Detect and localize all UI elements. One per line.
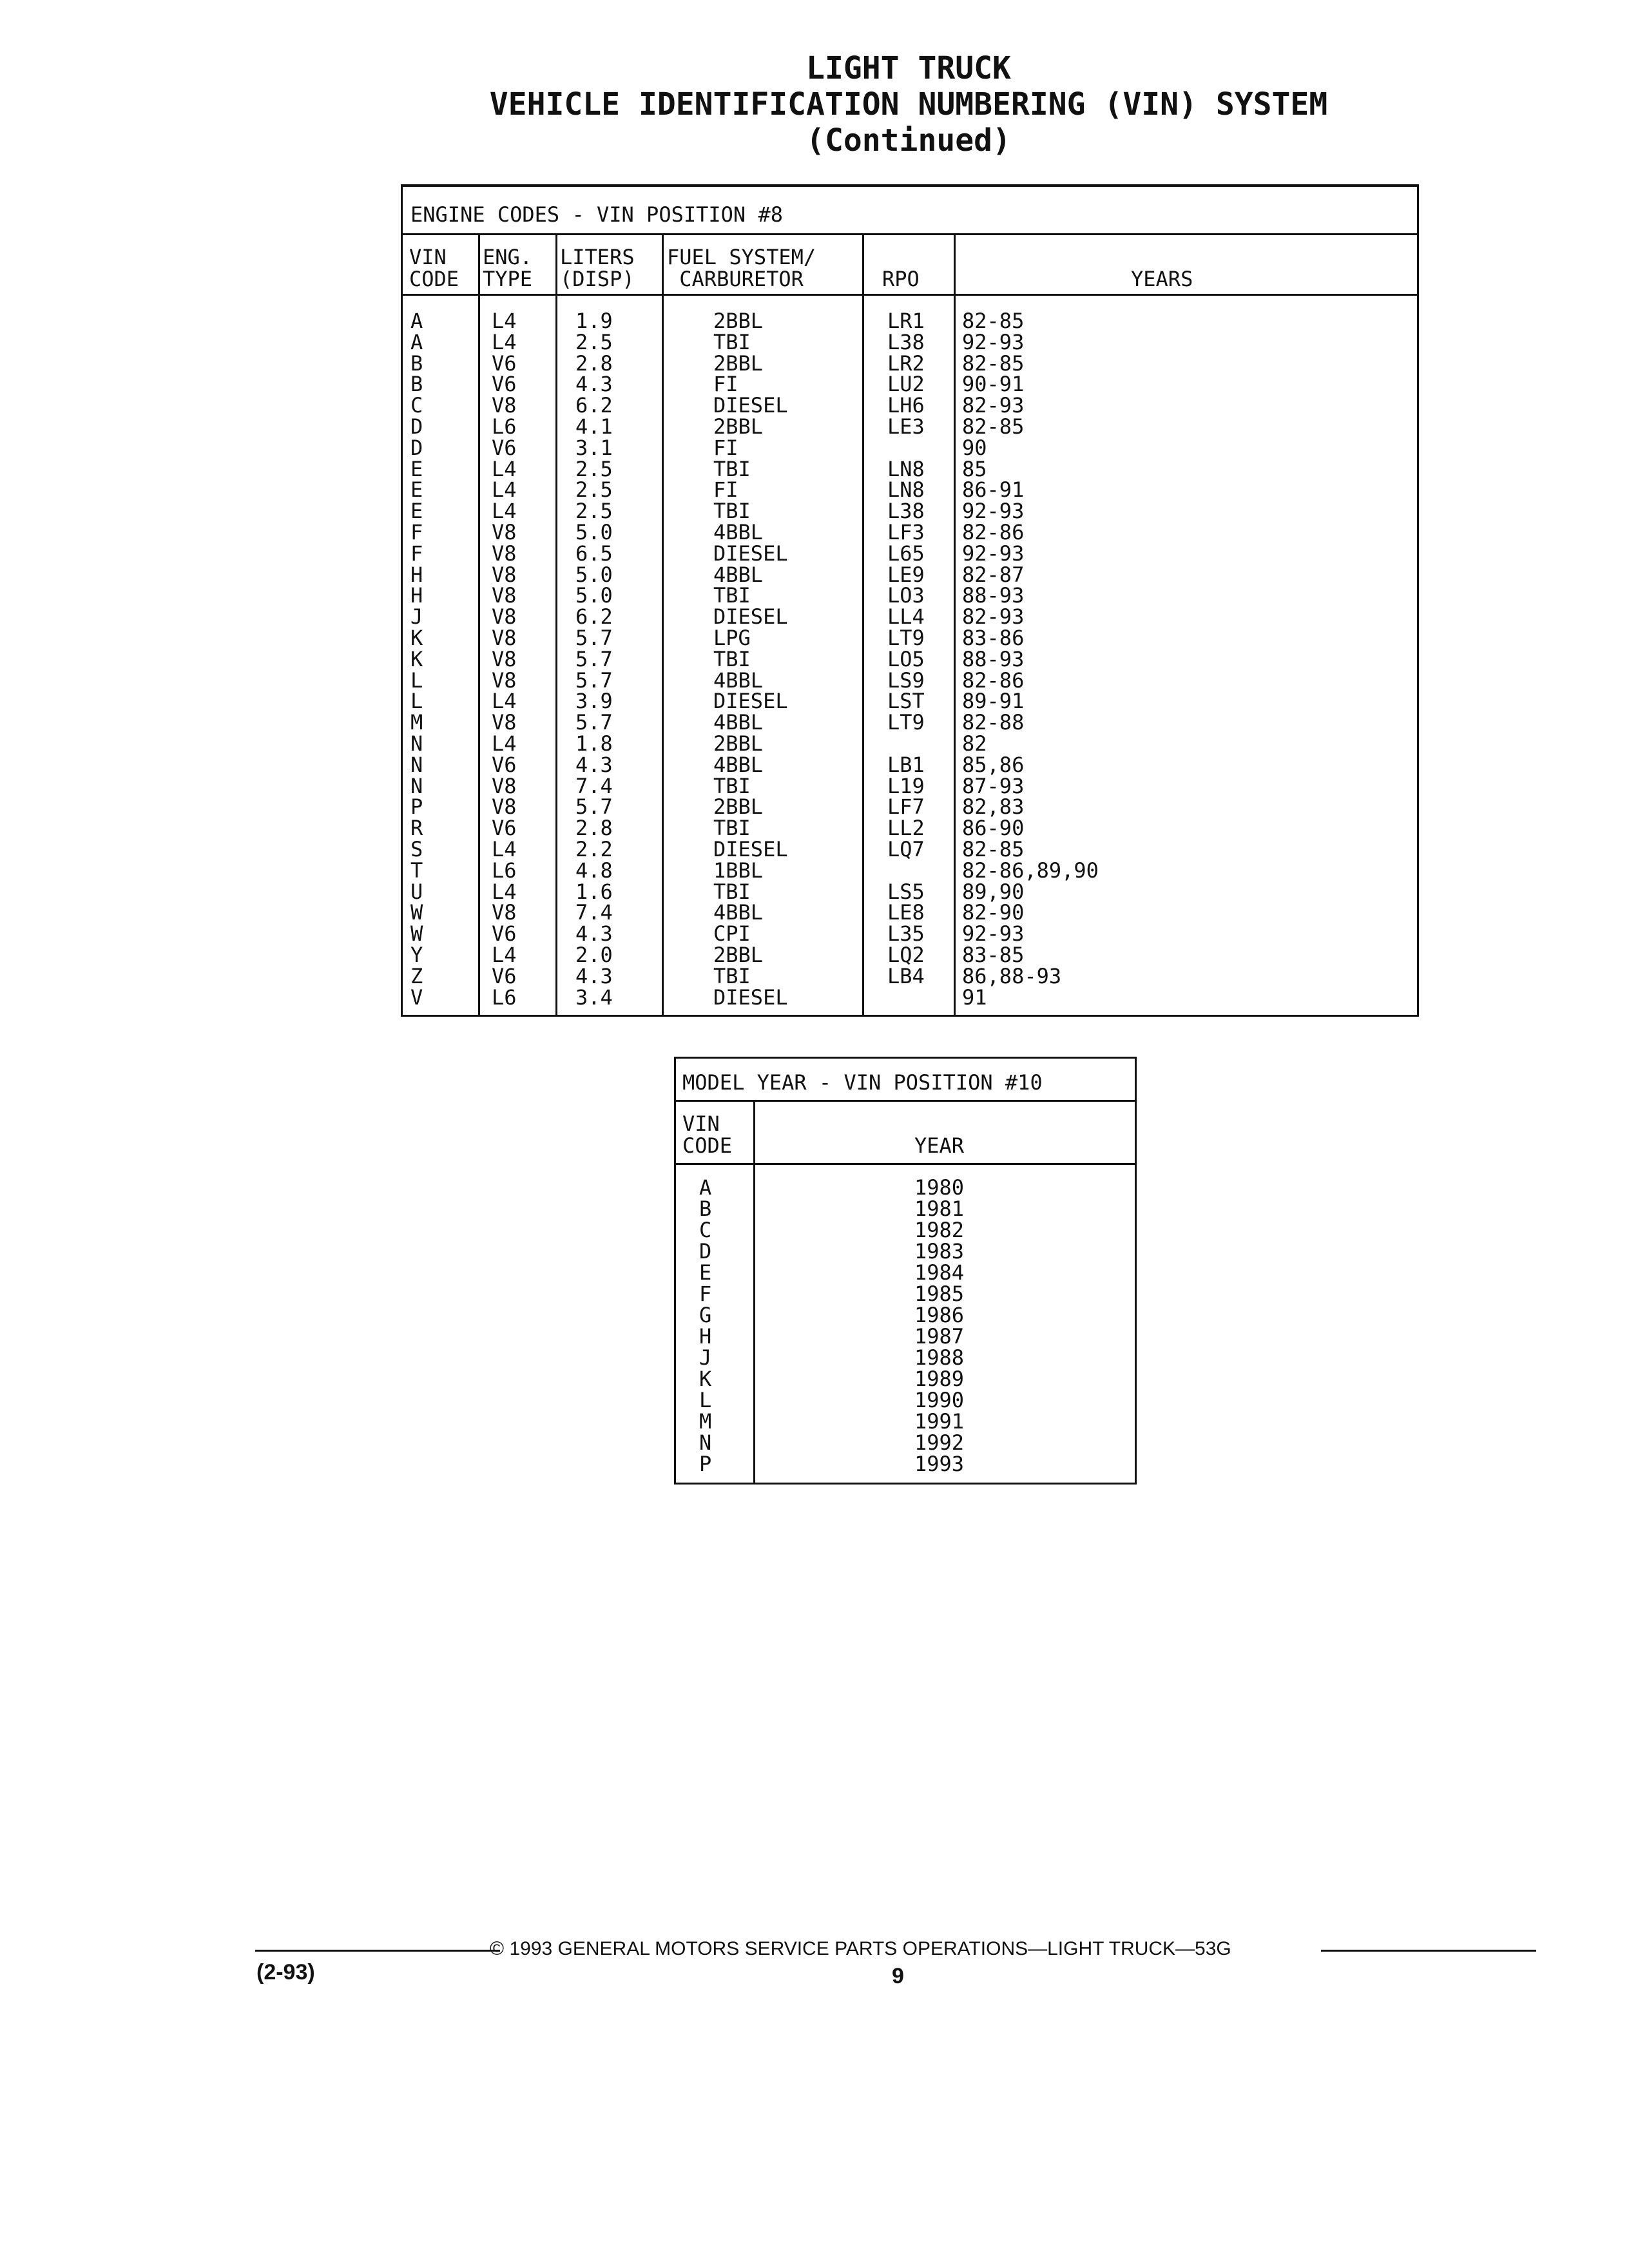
cell-vin-code: U [410,879,423,904]
cell-year: 1984 [914,1260,965,1285]
cell-vin-code: D [410,435,423,460]
cell-vin-code: T [410,858,423,883]
cell-rpo: L38 [887,329,925,354]
cell-year: 1990 [914,1388,965,1412]
cell-eng-type: L4 [492,309,517,333]
cell-eng-type: V8 [492,541,517,566]
cell-vin-code: L [410,689,423,714]
cell-eng-type: V8 [492,646,517,671]
cell-years: 85,86 [962,752,1025,777]
cell-fuel-system: 2BBL [713,351,764,376]
cell-vin-code: B [410,372,423,397]
cell-years: 90-91 [962,372,1025,397]
cell-fuel-system: TBI [713,329,751,354]
cell-liters: 6.2 [575,393,613,418]
cell-vin-code: Z [410,963,423,988]
cell-eng-type: L4 [492,499,517,524]
cell-liters: 5.7 [575,646,613,671]
cell-vin-code: H [699,1324,712,1349]
cell-years: 82-85 [962,836,1025,861]
cell-eng-type: V8 [492,583,517,608]
cell-rpo: LF3 [887,519,925,544]
cell-liters: 2.5 [575,499,613,524]
cell-eng-type: L6 [492,414,517,439]
cell-year: 1987 [914,1324,965,1349]
cell-fuel-system: 2BBL [713,309,764,333]
cell-rpo: LT9 [887,710,925,735]
cell-vin-code: E [699,1260,712,1285]
cell-liters: 5.0 [575,562,613,587]
cell-fuel-system: 4BBL [713,668,764,693]
cell-years: 82-85 [962,414,1025,439]
cell-years: 83-85 [962,942,1025,967]
cell-rpo: LU2 [887,372,925,397]
cell-year: 1988 [914,1345,965,1370]
cell-liters: 5.7 [575,794,613,820]
cell-fuel-system: TBI [713,816,751,841]
cell-years: 85 [962,456,987,481]
cell-eng-type: V8 [492,710,517,735]
column-vin-code [410,311,423,1008]
cell-liters: 2.0 [575,942,613,967]
cell-year: 1986 [914,1303,965,1327]
cell-eng-type: V8 [492,900,517,925]
cell-rpo: LE3 [887,414,925,439]
cell-rpo: LR1 [887,309,925,333]
column-eng-type [492,311,517,1008]
cell-rpo: LS9 [887,668,925,693]
cell-liters: 3.1 [575,435,613,460]
column-divider [555,233,557,1015]
cell-years: 82-85 [962,351,1025,376]
cell-fuel-system: FI [713,372,738,397]
cell-fuel-system: 2BBL [713,794,764,820]
cell-rpo: LE9 [887,562,925,587]
cell-years: 86-90 [962,816,1025,841]
cell-eng-type: V8 [492,773,517,798]
cell-liters: 2.8 [575,351,613,376]
cell-fuel-system: TBI [713,456,751,481]
cell-liters: 2.2 [575,836,613,861]
cell-liters: 1.6 [575,879,613,904]
cell-vin-code: L [410,668,423,693]
page-number: 9 [892,1964,904,1988]
cell-liters: 4.8 [575,858,613,883]
header-years: YEARS [1131,267,1193,291]
cell-eng-type: V8 [492,668,517,693]
cell-rpo: LN8 [887,456,925,481]
column-year [914,1177,964,1475]
cell-fuel-system: TBI [713,646,751,671]
cell-rpo: L35 [887,921,925,947]
cell-vin-code: A [699,1175,712,1200]
cell-fuel-system: 1BBL [713,858,764,883]
header-year: YEAR [914,1133,965,1158]
column-divider [954,233,956,1015]
cell-eng-type: L6 [492,858,517,883]
cell-fuel-system: TBI [713,879,751,904]
cell-vin-code: N [410,731,423,756]
column-vin-code [699,1177,711,1475]
cell-eng-type: V8 [492,562,517,587]
cell-rpo: LQ2 [887,942,925,967]
cell-years: 92-93 [962,329,1025,354]
cell-year: 1982 [914,1218,965,1242]
cell-eng-type: L4 [492,731,517,756]
column-fuel-system [713,311,788,1008]
cell-fuel-system: 4BBL [713,562,764,587]
header-eng-type: ENG. TYPE [483,245,533,291]
cell-rpo [887,987,925,1008]
cell-year: 1992 [914,1430,965,1455]
column-divider [753,1100,755,1483]
cell-rpo: L19 [887,773,925,798]
cell-liters: 7.4 [575,773,613,798]
page-title [361,50,1456,159]
cell-eng-type: V8 [492,794,517,820]
cell-fuel-system: 4BBL [713,710,764,735]
cell-years: 82-86 [962,519,1025,544]
cell-fuel-system: DIESEL [713,689,788,714]
cell-liters: 5.7 [575,668,613,693]
cell-vin-code: G [699,1303,712,1327]
cell-liters: 5.7 [575,625,613,650]
cell-vin-code: M [410,710,423,735]
cell-eng-type: V8 [492,625,517,650]
revision-date: (2-93) [256,1960,315,1984]
cell-liters: 5.0 [575,519,613,544]
cell-vin-code: W [410,921,423,947]
header-vin-code: VIN CODE [409,245,459,291]
cell-vin-code: P [410,794,423,820]
cell-fuel-system: TBI [713,499,751,524]
cell-eng-type: L4 [492,942,517,967]
cell-fuel-system: DIESEL [713,541,788,566]
cell-years: 82-93 [962,604,1025,629]
cell-eng-type: V8 [492,604,517,629]
cell-years: 82-90 [962,900,1025,925]
cell-rpo: LB1 [887,752,925,777]
header-vin-code: VIN CODE [682,1111,733,1158]
cell-fuel-system: DIESEL [713,985,788,1010]
column-divider [662,233,664,1015]
cell-vin-code: E [410,499,423,524]
column-divider [478,233,480,1015]
cell-years: 92-93 [962,499,1025,524]
cell-eng-type: V6 [492,963,517,988]
cell-liters: 6.2 [575,604,613,629]
cell-rpo [887,437,925,459]
cell-rpo: LB4 [887,963,925,988]
cell-fuel-system: 2BBL [713,414,764,439]
cell-year: 1983 [914,1239,965,1264]
cell-rpo: LH6 [887,393,925,418]
cell-vin-code: S [410,836,423,861]
cell-year: 1989 [914,1367,965,1391]
cell-eng-type: V6 [492,351,517,376]
cell-fuel-system: TBI [713,583,751,608]
cell-rpo: L38 [887,499,925,524]
cell-rpo: LL2 [887,816,925,841]
copyright-notice: © 1993 GENERAL MOTORS SERVICE PARTS OPERATIONS—LIGHT TRUCK—53G [490,1938,1231,1959]
cell-rpo: LR2 [887,351,925,376]
cell-vin-code: F [410,541,423,566]
cell-liters: 1.9 [575,309,613,333]
column-years [962,311,1099,1008]
cell-rpo: LL4 [887,604,925,629]
cell-fuel-system: TBI [713,773,751,798]
cell-vin-code: K [699,1367,712,1391]
cell-vin-code: N [410,773,423,798]
cell-year: 1981 [914,1196,965,1221]
cell-vin-code: M [699,1409,712,1434]
cell-year: 1993 [914,1452,965,1476]
cell-eng-type: V6 [492,816,517,841]
column-divider [862,233,864,1015]
cell-rpo: LE8 [887,900,925,925]
cell-vin-code: C [699,1218,712,1242]
cell-vin-code: D [410,414,423,439]
cell-years: 82-86 [962,668,1025,693]
cell-eng-type: L4 [492,477,517,503]
cell-eng-type: L4 [492,329,517,354]
cell-fuel-system: 2BBL [713,942,764,967]
cell-liters: 4.3 [575,963,613,988]
cell-eng-type: V6 [492,921,517,947]
cell-years: 86,88-93 [962,963,1062,988]
cell-eng-type: V6 [492,752,517,777]
table-divider [676,1100,1135,1102]
cell-vin-code: F [699,1282,712,1306]
cell-vin-code: F [410,519,423,544]
cell-vin-code: C [410,393,423,418]
cell-liters: 7.4 [575,900,613,925]
title-line-1: LIGHT TRUCK [806,50,1011,86]
cell-rpo: LO3 [887,583,925,608]
cell-years: 89,90 [962,879,1025,904]
cell-liters: 4.1 [575,414,613,439]
cell-eng-type: V6 [492,435,517,460]
cell-year: 1985 [914,1282,965,1306]
cell-liters: 5.0 [575,583,613,608]
cell-rpo: LO5 [887,646,925,671]
title-line-2: VEHICLE IDENTIFICATION NUMBERING (VIN) SYSTEM [489,86,1328,122]
cell-liters: 2.5 [575,329,613,354]
cell-liters: 4.3 [575,372,613,397]
cell-rpo [887,733,925,754]
cell-years: 92-93 [962,541,1025,566]
cell-vin-code: A [410,329,423,354]
cell-liters: 5.7 [575,710,613,735]
cell-vin-code: B [699,1196,712,1221]
cell-vin-code: L [699,1388,712,1412]
cell-year: 1980 [914,1175,965,1200]
table-divider [676,1163,1135,1165]
cell-fuel-system: 4BBL [713,752,764,777]
cell-fuel-system: LPG [713,625,751,650]
cell-eng-type: L4 [492,836,517,861]
cell-eng-type: L4 [492,879,517,904]
cell-liters: 6.5 [575,541,613,566]
cell-rpo: LF7 [887,794,925,820]
cell-vin-code: N [410,752,423,777]
cell-fuel-system: FI [713,435,738,460]
cell-liters: 3.4 [575,985,613,1010]
cell-vin-code: D [699,1239,712,1264]
cell-eng-type: L6 [492,985,517,1010]
column-rpo [887,311,925,1008]
cell-vin-code: Y [410,942,423,967]
cell-rpo: LS5 [887,879,925,904]
cell-years: 83-86 [962,625,1025,650]
cell-fuel-system: CPI [713,921,751,947]
cell-years: 92-93 [962,921,1025,947]
cell-years: 82-87 [962,562,1025,587]
cell-years: 86-91 [962,477,1025,503]
cell-vin-code: R [410,816,423,841]
cell-years: 82-93 [962,393,1025,418]
cell-vin-code: P [699,1452,712,1476]
cell-fuel-system: FI [713,477,738,503]
cell-years: 82-86,89,90 [962,858,1099,883]
cell-years: 89-91 [962,689,1025,714]
header-rpo: RPO [882,267,920,291]
cell-year: 1991 [914,1409,965,1434]
cell-vin-code: A [410,309,423,333]
cell-vin-code: K [410,625,423,650]
column-liters [575,311,613,1008]
cell-rpo [887,860,925,881]
cell-years: 88-93 [962,646,1025,671]
engine-table-caption: ENGINE CODES - VIN POSITION #8 [410,202,783,227]
cell-rpo: LN8 [887,477,925,503]
cell-eng-type: V6 [492,372,517,397]
cell-vin-code: B [410,351,423,376]
cell-years: 91 [962,985,987,1010]
cell-rpo: LQ7 [887,836,925,861]
cell-years: 87-93 [962,773,1025,798]
cell-vin-code: J [410,604,423,629]
cell-fuel-system: DIESEL [713,604,788,629]
cell-years: 88-93 [962,583,1025,608]
model-year-caption: MODEL YEAR - VIN POSITION #10 [682,1070,1043,1095]
cell-vin-code: H [410,562,423,587]
cell-vin-code: E [410,477,423,503]
cell-vin-code: J [699,1345,712,1370]
cell-liters: 2.5 [575,477,613,503]
cell-liters: 1.8 [575,731,613,756]
cell-rpo: L65 [887,541,925,566]
cell-years: 82-85 [962,309,1025,333]
cell-years: 82,83 [962,794,1025,820]
cell-liters: 2.8 [575,816,613,841]
cell-eng-type: L4 [492,456,517,481]
engine-codes-table [401,184,1419,1017]
cell-vin-code: K [410,646,423,671]
cell-vin-code: V [410,985,423,1010]
cell-years: 82 [962,731,987,756]
cell-fuel-system: DIESEL [713,836,788,861]
cell-eng-type: L4 [492,689,517,714]
cell-liters: 3.9 [575,689,613,714]
cell-fuel-system: 4BBL [713,519,764,544]
header-fuel-system: FUEL SYSTEM/ CARBURETOR [667,245,816,291]
cell-liters: 2.5 [575,456,613,481]
cell-years: 82-88 [962,710,1025,735]
cell-vin-code: H [410,583,423,608]
cell-rpo: LST [887,689,925,714]
title-line-3: (Continued) [806,122,1011,159]
cell-years: 90 [962,435,987,460]
cell-vin-code: E [410,456,423,481]
cell-liters: 4.3 [575,752,613,777]
cell-fuel-system: TBI [713,963,751,988]
cell-fuel-system: DIESEL [713,393,788,418]
cell-vin-code: W [410,900,423,925]
cell-vin-code: N [699,1430,712,1455]
cell-fuel-system: 4BBL [713,900,764,925]
model-year-table [674,1057,1137,1485]
cell-rpo: LT9 [887,625,925,650]
cell-eng-type: V8 [492,393,517,418]
header-liters: LITERS (DISP) [560,245,635,291]
footer-rule-right [1321,1950,1536,1952]
cell-liters: 4.3 [575,921,613,947]
cell-fuel-system: 2BBL [713,731,764,756]
cell-eng-type: V8 [492,519,517,544]
footer-rule-left [255,1950,500,1952]
